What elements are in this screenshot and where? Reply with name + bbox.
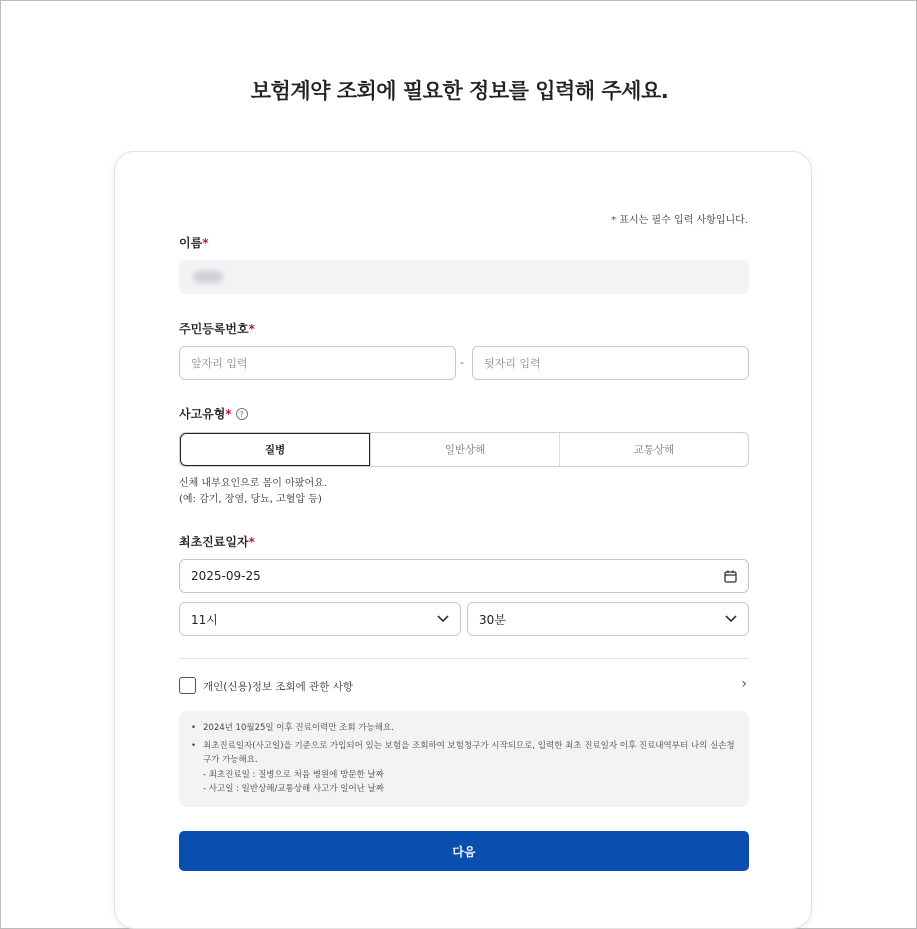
- minute-select[interactable]: 30분: [467, 602, 749, 636]
- rrn-label: 주민등록번호*: [179, 322, 255, 336]
- first-visit-label: 최초진료일자*: [179, 535, 255, 549]
- chevron-right-icon[interactable]: ›: [741, 676, 747, 692]
- rrn-back-input[interactable]: 뒷자리 입력: [472, 346, 749, 380]
- hour-select[interactable]: 11시: [179, 602, 461, 636]
- divider: [179, 658, 749, 659]
- name-field[interactable]: [179, 260, 749, 294]
- accident-type-description: 신체 내부요인으로 몸이 아팠어요. (예: 감기, 장염, 당뇨, 고혈압 등): [179, 478, 327, 505]
- help-icon[interactable]: ?: [236, 408, 248, 420]
- chevron-down-icon: [725, 615, 737, 623]
- consent-label[interactable]: 개인(신용)정보 조회에 관한 사항: [203, 681, 354, 693]
- date-input[interactable]: 2025-09-25: [179, 559, 749, 593]
- calendar-icon[interactable]: [724, 570, 737, 583]
- next-button[interactable]: 다음: [179, 831, 749, 871]
- consent-checkbox[interactable]: [179, 677, 196, 694]
- blurred-name-value: [193, 271, 223, 283]
- rrn-dash: -: [460, 356, 464, 369]
- required-note: * 표시는 필수 입력 사항입니다.: [611, 215, 748, 226]
- chevron-down-icon: [437, 615, 449, 623]
- rrn-front-input[interactable]: 앞자리 입력: [179, 346, 456, 380]
- page-title: 보험계약 조회에 필요한 정보를 입력해 주세요.: [250, 79, 669, 103]
- option-general-injury[interactable]: 일반상해: [370, 433, 559, 466]
- info-box: • 2024년 10월25일 이후 진료이력만 조회 가능해요. • 최초진료일자(사고일)을 기준으로 가입되어 있는 보험을 조회하여 보험청구가 시작되므로, 입력한 최초 진료일자 이후 진료내역부터 나의 실손청구가 가능해요. - 최초진료일 : 질병으로 처음 병원에 방문한 날짜 - 사고일 : 일반상해/교통상해 사고가 일어난 날짜: [179, 711, 749, 807]
- name-label: 이름*: [179, 236, 209, 250]
- option-disease[interactable]: 질병: [180, 433, 370, 466]
- accident-type-label: 사고유형* ?: [179, 405, 248, 422]
- option-traffic-injury[interactable]: 교통상해: [559, 433, 748, 466]
- accident-type-segmented: [179, 432, 749, 467]
- form-card: [114, 151, 812, 929]
